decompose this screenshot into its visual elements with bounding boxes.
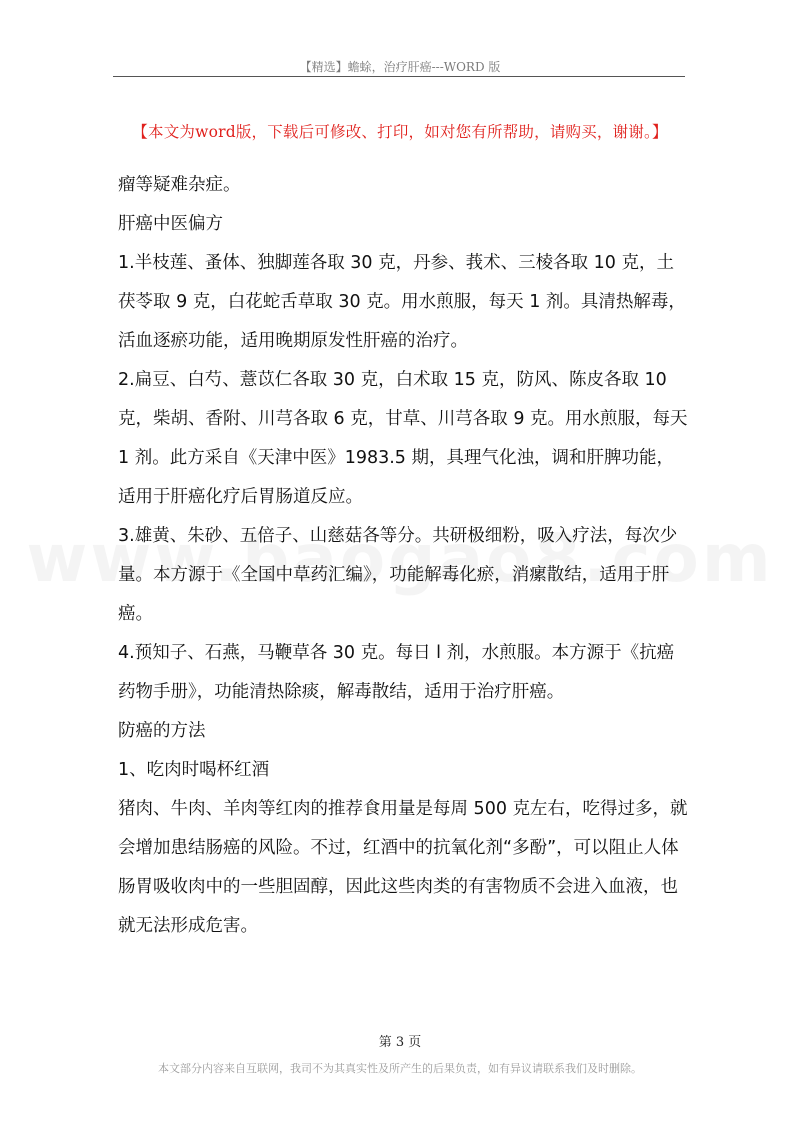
section-heading-liver-cancer-remedies: 肝癌中医偏方 [118,214,223,234]
remedy-3: 3.雄黄、朱砂、五倍子、山慈菇各等分。共研极细粉，吸入疗法，每次少量。本方源于《全国中草药汇编》，功能解毒化瘀，消瘰散结，适用于肝癌。 [118,526,678,624]
prevention-item-1-text: 猪肉、牛肉、羊肉等红肉的推荐食用量是每周 500 克左右，吃得过多，就会增加患结肠癌的风险。不过，红酒中的抗氧化剂“多酚”，可以阻止人体肠胃吸收肉中的一些胆固醇，因此这些肉类的有害物质不会进入血液，也就无法形成危害。 [118,799,688,936]
page-number: 第 3 页 [378,1035,422,1050]
page-header-title: 【精选】蟾蜍，治疗肝癌---WORD 版 [299,60,501,74]
remedy-4: 4.预知子、石燕，马鞭草各 30 克。每日 l 剂，水煎服。本方源于《抗癌药物手册》，功能清热除痰，解毒散结，适用于治疗肝癌。 [118,643,675,702]
remedy-1: 1.半枝莲、蚤体、独脚莲各取 30 克，丹参、莪术、三棱各取 10 克，土茯苓取 9 克，白花蛇舌草取 30 克。用水煎服，每天 1 剂。具清热解毒，活血逐瘀功能，适用晚期原发性肝癌的治疗。 [118,253,686,351]
paragraph-continuation: 瘤等疑难杂症。 [118,175,241,195]
section-heading-prevention: 防癌的方法 [118,721,206,741]
footer-disclaimer: 本文部分内容来自互联网，我司不为其真实性及所产生的后果负责，如有异议请联系我们及时删除。 [158,1062,642,1075]
download-notice: 【本文为word版，下载后可修改、打印，如对您有所帮助，请购买，谢谢。】 [132,123,668,141]
header-divider [113,76,685,77]
remedy-2: 2.扁豆、白芍、薏苡仁各取 30 克，白术取 15 克，防风、陈皮各取 10 克，柴胡、香附、川芎各取 6 克，甘草、川芎各取 9 克。用水煎服，每天 1 剂。此方采自《天津中医》1983.5 期，具理气化浊，调和肝脾功能，适用于肝癌化疗后胃肠道反应。 [118,370,688,507]
prevention-item-1-heading: 1、吃肉时喝杯红酒 [118,760,270,780]
document-body [118,166,690,946]
